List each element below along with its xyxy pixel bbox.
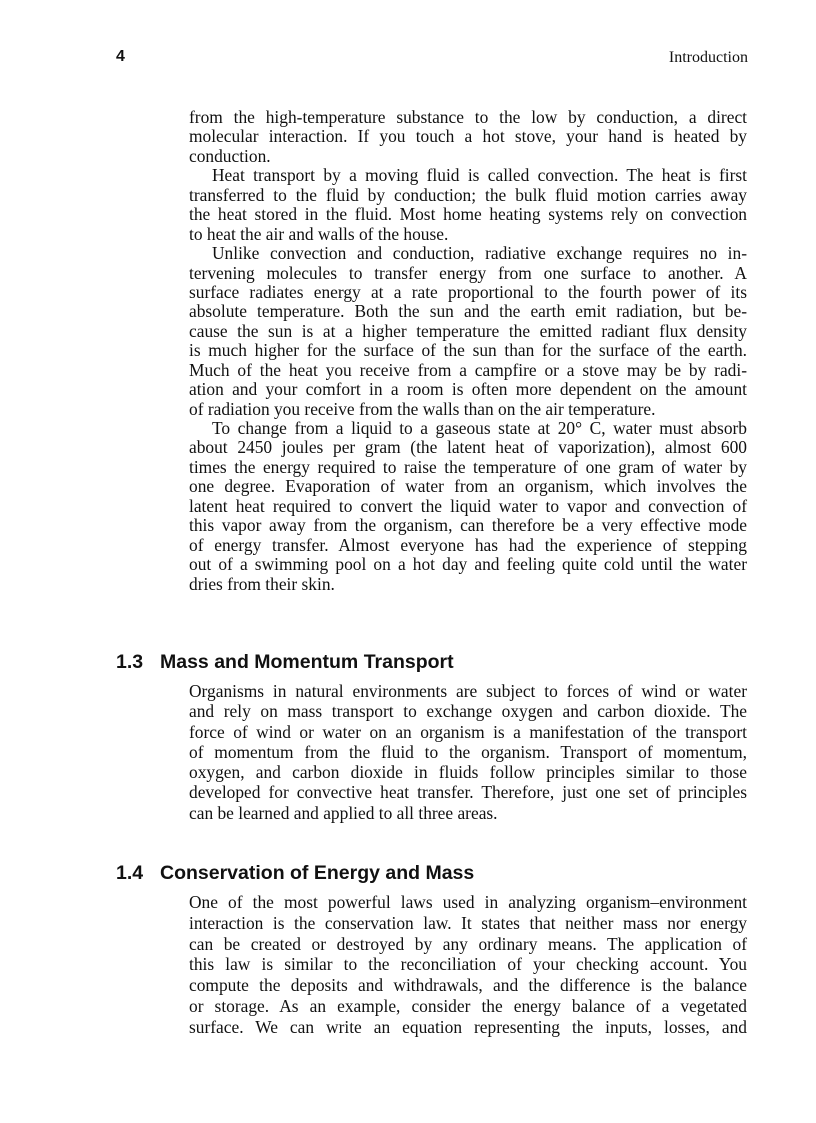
section-title: Conservation of Energy and Mass (160, 862, 475, 884)
text-line: one degree. Evaporation of water from an organism, which involves the (189, 476, 747, 497)
text-line: this law is similar to the reconciliation of your checking account. You (189, 954, 747, 975)
text-line: force of wind or water on an organism is a manifestation of the transport (189, 721, 747, 742)
text-line: oxygen, and carbon dioxide in fluids follow principles similar to those (189, 762, 747, 783)
intro-text (189, 108, 747, 594)
text-line: Much of the heat you receive from a campfire or a stove may be by radi- (189, 359, 747, 380)
text-line: conduction. (189, 145, 271, 166)
text-line: Heat transport by a moving fluid is called convection. The heat is first (212, 165, 747, 186)
text-line: interaction is the conservation law. It states that neither mass nor energy (189, 912, 747, 933)
text-line: To change from a liquid to a gaseous state at 20° C, water must absorb (212, 418, 747, 438)
text-line: compute the deposits and withdrawals, and the difference is the balance (189, 975, 747, 996)
text-line: from the high-temperature substance to the low by conduction, a direct (189, 107, 747, 127)
text-line: transferred to the fluid by conduction; the bulk fluid motion carries away (189, 184, 747, 205)
text-line: latent heat required to convert the liquid water to vapor and convection of (189, 495, 747, 516)
text-line: dries from their skin. (189, 573, 335, 594)
text-line: molecular interaction. If you touch a hot stove, your hand is heated by (189, 126, 747, 147)
text-line: of energy transfer. Almost everyone has had the experience of stepping (189, 534, 747, 555)
text-line: times the energy required to raise the temperature of one gram of water by (189, 456, 747, 477)
text-line: and rely on mass transport to exchange oxygen and carbon dioxide. The (189, 701, 747, 722)
text-line: this vapor away from the organism, can therefore be a very effective mode (189, 515, 747, 536)
text-line: the heat stored in the fluid. Most home heating systems rely on convection (189, 204, 747, 225)
text-line: Organisms in natural environments are subject to forces of wind or water (189, 681, 747, 701)
section-number: 1.3 (116, 651, 144, 673)
text-line: absolute temperature. Both the sun and the earth emit radiation, but be- (189, 301, 747, 322)
text-line: or storage. As an example, consider the energy balance of a vegetated (189, 995, 747, 1016)
text-line: to heat the air and walls of the house. (189, 223, 449, 244)
section-heading-1-3 (116, 651, 454, 674)
text-line: developed for convective heat transfer. Therefore, just one set of principles (189, 782, 747, 803)
text-line: about 2450 joules per gram (the latent heat of vaporization), almost 600 (189, 437, 747, 458)
text-line: ation and your comfort in a room is often more dependent on the amount (189, 379, 747, 400)
text-line: tervening molecules to transfer energy from one surface to another. A (189, 262, 747, 283)
section-title: Mass and Momentum Transport (160, 651, 454, 673)
text-line: One of the most powerful laws used in analyzing organism–environment (189, 892, 747, 912)
text-line: of momentum from the fluid to the organism. Transport of momentum, (189, 741, 747, 762)
section-1-3-text (189, 681, 747, 823)
text-line: can be created or destroyed by any ordinary means. The application of (189, 933, 747, 954)
text-line: of radiation you receive from the walls than on the air temperature. (189, 398, 656, 419)
page-number: 4 (116, 48, 125, 65)
text-line: out of a swimming pool on a hot day and feeling quite cold until the water (189, 554, 747, 575)
text-line: Unlike convection and conduction, radiative exchange requires no in- (212, 243, 747, 264)
text-line: cause the sun is at a higher temperature the emitted radiant flux density (189, 320, 747, 341)
section-1-4-text (189, 892, 747, 1038)
text-line: surface radiates energy at a rate proportional to the fourth power of its (189, 281, 747, 302)
text-line: is much higher for the surface of the sun than for the surface of the earth. (189, 340, 747, 361)
section-number: 1.4 (116, 862, 144, 884)
text-line: surface. We can write an equation representing the inputs, losses, and (189, 1016, 747, 1037)
section-heading-1-4 (116, 862, 474, 885)
running-title: Introduction (668, 49, 748, 66)
text-line: can be learned and applied to all three areas. (189, 802, 498, 823)
